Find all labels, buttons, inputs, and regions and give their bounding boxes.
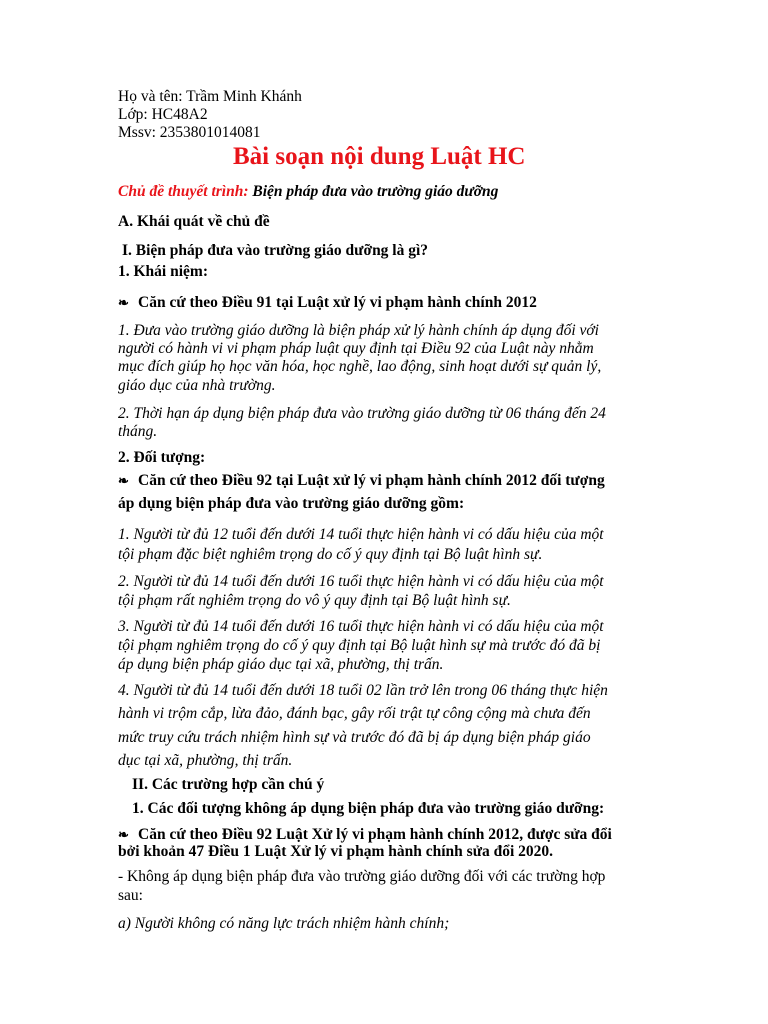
subjects-heading: 2. Đối tượng: — [118, 449, 206, 466]
fleuron-bullet-icon: ❧ — [118, 827, 129, 842]
concept-p1-line: 1. Đưa vào trường giáo dưỡng là biện pháp xử lý hành chính áp dụng đối với — [118, 322, 599, 339]
subject-item-line: tội phạm rất nghiêm trọng do vô ý quy định tại Bộ luật hình sự. — [118, 592, 511, 609]
document-title: Bài soạn nội dung Luật HC — [233, 143, 526, 170]
subject-item-line: tội phạm đặc biệt nghiêm trọng do cố ý quy định tại Bộ luật hình sự. — [118, 546, 543, 563]
subjects-basis-cont: áp dụng biện pháp đưa vào trường giáo dưỡng gồm: — [118, 495, 465, 512]
exempt-heading: 1. Các đối tượng không áp dụng biện pháp đưa vào trường giáo dưỡng: — [132, 800, 605, 817]
concept-p1-line: mục đích giúp họ học văn hóa, học nghề, lao động, sinh hoạt dưới sự quản lý, — [118, 358, 602, 375]
exempt-basis-text: Căn cứ theo Điều 92 Luật Xử lý vi phạm hành chính 2012, được sửa đổi — [138, 826, 612, 843]
section-1-heading: I. Biện pháp đưa vào trường giáo dưỡng là gì? — [122, 242, 429, 259]
concept-basis-text: Căn cứ theo Điều 91 tại Luật xử lý vi phạm hành chính 2012 — [138, 294, 537, 311]
fleuron-bullet-icon: ❧ — [118, 295, 129, 310]
subject-item-line: 4. Người từ đủ 14 tuổi đến dưới 18 tuổi 02 lần trở lên trong 06 tháng thực hiện — [118, 682, 608, 699]
subject-item-line: 1. Người từ đủ 12 tuổi đến dưới 14 tuổi thực hiện hành vi có dấu hiệu của một — [118, 526, 604, 543]
topic-line — [118, 183, 498, 201]
concept-p2-line: tháng. — [118, 423, 158, 440]
exempt-basis — [118, 826, 612, 844]
concept-p1-line: người có hành vi vi phạm pháp luật quy định tại Điều 92 của Luật này nhằm — [118, 340, 594, 357]
fleuron-bullet-icon: ❧ — [118, 473, 129, 488]
concept-basis — [118, 294, 537, 312]
exempt-basis-cont: bởi khoản 47 Điều 1 Luật Xử lý vi phạm hành chính sửa đổi 2020. — [118, 843, 554, 860]
section-2-heading: II. Các trường hợp cần chú ý — [132, 776, 325, 793]
student-id: Mssv: 2353801014081 — [118, 124, 261, 141]
concept-heading: 1. Khái niệm: — [118, 263, 208, 280]
topic-label: Chủ đề thuyết trình: — [118, 183, 249, 200]
subject-item-line: dục tại xã, phường, thị trấn. — [118, 752, 293, 769]
subject-item-line: áp dụng biện pháp giáo dục tại xã, phường, thị trấn. — [118, 656, 444, 673]
exempt-intro-line: sau: — [118, 887, 143, 904]
exempt-item-a: a) Người không có năng lực trách nhiệm hành chính; — [118, 915, 450, 932]
student-class: Lớp: HC48A2 — [118, 106, 208, 123]
student-name: Họ và tên: Trầm Minh Khánh — [118, 88, 302, 105]
subject-item-line: tội phạm nghiêm trọng do cố ý quy định tại Bộ luật hình sự mà trước đó đã bị — [118, 637, 601, 654]
subjects-basis — [118, 472, 605, 490]
section-a-heading: A. Khái quát về chủ đề — [118, 213, 270, 230]
concept-p2-line: 2. Thời hạn áp dụng biện pháp đưa vào trường giáo dưỡng từ 06 tháng đến 24 — [118, 405, 606, 422]
exempt-intro-line: - Không áp dụng biện pháp đưa vào trường giáo dưỡng đối với các trường hợp — [118, 868, 606, 885]
subject-item-line: mức truy cứu trách nhiệm hình sự và trước đó đã bị áp dụng biện pháp giáo — [118, 729, 591, 746]
subjects-basis-text: Căn cứ theo Điều 92 tại Luật xử lý vi phạm hành chính 2012 đối tượng — [138, 472, 605, 489]
subject-item-line: 2. Người từ đủ 14 tuổi đến dưới 16 tuổi thực hiện hành vi có dấu hiệu của một — [118, 573, 604, 590]
subject-item-line: 3. Người từ đủ 14 tuổi đến dưới 16 tuổi thực hiện hành vi có dấu hiệu của một — [118, 618, 604, 635]
concept-p1-line: giáo dục của nhà trường. — [118, 377, 276, 394]
topic-value: Biện pháp đưa vào trường giáo dưỡng — [252, 183, 499, 200]
subject-item-line: hành vi trộm cắp, lừa đảo, đánh bạc, gây rối trật tự công cộng mà chưa đến — [118, 705, 591, 722]
